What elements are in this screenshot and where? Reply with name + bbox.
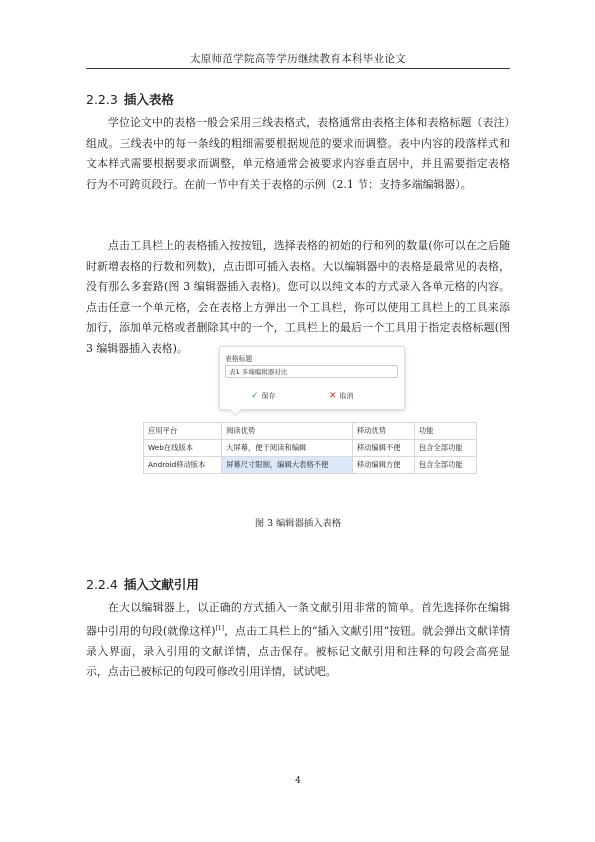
cancel-label: 取消 — [339, 392, 354, 400]
table-header-cell[interactable]: 阅读优势 — [222, 423, 353, 440]
table-cell-selected[interactable]: 屏幕尺寸限制，编辑大表格不便 — [222, 457, 353, 474]
section-title: 插入表格 — [123, 92, 174, 107]
table-header-row — [144, 423, 477, 440]
section-heading-2-2-3 — [86, 90, 174, 108]
figure-editor-table — [143, 346, 477, 481]
table-caption-popup — [219, 346, 405, 410]
table-cell[interactable]: 包含全部功能 — [414, 457, 476, 474]
table-cell[interactable]: 移动编辑方便 — [352, 457, 414, 474]
cancel-button[interactable] — [329, 391, 354, 401]
table-header-cell[interactable]: 移动优势 — [352, 423, 414, 440]
caption-input[interactable]: 表1 多端编辑器对比 — [225, 365, 398, 378]
citation-marker[interactable]: [1] — [215, 624, 224, 632]
check-icon: ✓ — [251, 391, 259, 401]
table-cell[interactable]: Android移动版本 — [144, 457, 222, 474]
popup-title: 表格标题 — [225, 355, 253, 363]
comparison-table — [143, 422, 477, 474]
paragraph: 学位论文中的表格一般会采用三线表格式，表格通常由表格主体和表格标题（表注）组成。三线表中的每一条线的粗细需要根据规范的要求而调整。表中内容的段落样式和文本样式需要根据要求而调整，单元格通常会被要求内容垂直居中，并且需要指定表格行为不可跨页段行。在前一节中有关于表格的示例（2.1 节：支持多端编辑器）。 — [86, 116, 510, 191]
paragraph: 点击工具栏上的表格插入按按钮，选择表格的初始的行和列的数量(你可以在之后随时新增表格的行数和列数)，点击即可插入表格。大以编辑器中的表格是最常见的表格，没有那么多套路(图 3 编辑器插入表格)。您可以以纯文本的方式录入各单元格的内容。点击任意一个单元格，会在表格上方弹出一个工具栏，你可以使用工具栏上的工具来添加行，添加单元格或者删除其中的一个，工具栏上的最后一个工具用于指定表格标题(图 3 编辑器插入表格)。 — [86, 239, 510, 355]
table-header-cell[interactable]: 功能 — [414, 423, 476, 440]
paragraph-text: 在大以编辑器上，以正确的方式插入一条文献引用非常的简单。首先选择你在编辑器中引用的句段(就像这样) — [86, 601, 510, 638]
table-row — [144, 440, 477, 457]
running-header: 太原师范学院高等学历继续教育本科毕业论文 — [190, 53, 406, 65]
section-number: 2.2.3 — [86, 92, 118, 107]
table-header-cell[interactable]: 应用平台 — [144, 423, 222, 440]
save-button[interactable] — [251, 391, 276, 401]
table-cell[interactable]: 移动编辑不便 — [352, 440, 414, 457]
table-cell[interactable]: 大屏幕，便于阅读和编辑 — [222, 440, 353, 457]
section-number: 2.2.4 — [86, 577, 118, 592]
section-title: 插入文献引用 — [123, 577, 199, 592]
section-heading-2-2-4 — [86, 575, 199, 593]
page-number: 4 — [295, 776, 301, 786]
header-rule — [86, 68, 510, 69]
figure-caption: 图 3 编辑器插入表格 — [254, 518, 342, 529]
table-row — [144, 457, 477, 474]
paragraph — [86, 598, 510, 683]
save-label: 保存 — [261, 392, 276, 400]
table-cell[interactable]: Web在线版本 — [144, 440, 222, 457]
paragraph-text: ，点击工具栏上的“插入文献引用”按钮。就会弹出文献详情录入界面，录入引用的文献详情，点击保存。被标记文献引用和注释的句段会高亮显示，点击已被标记的句段可修改引用详情，试试吧。 — [86, 624, 511, 679]
close-icon: ✕ — [329, 391, 337, 401]
table-cell[interactable]: 包含全部功能 — [414, 440, 476, 457]
